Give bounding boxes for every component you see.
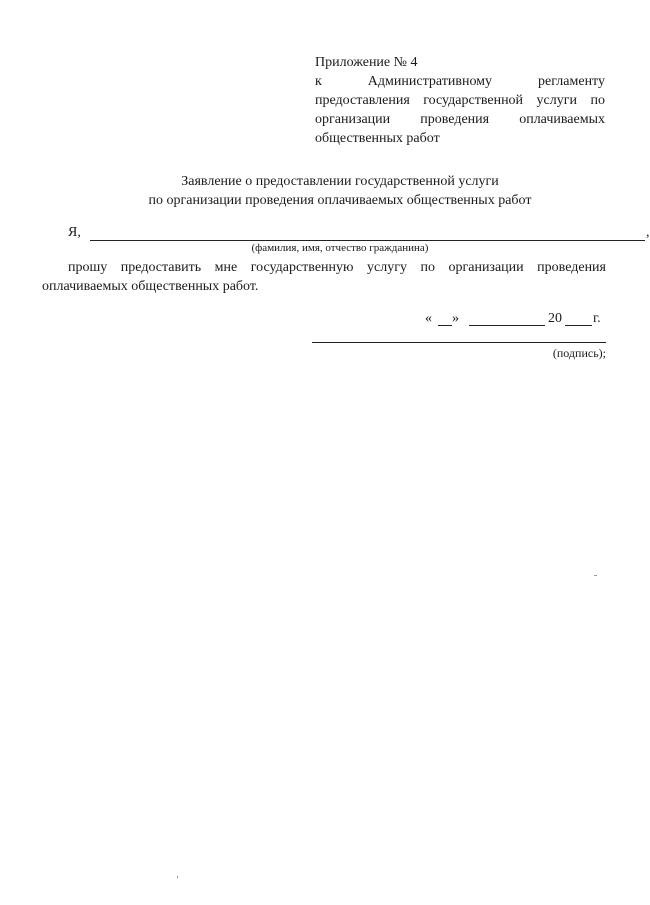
applicant-prefix: Я, (68, 225, 81, 240)
scan-speck (594, 575, 597, 576)
appendix-header (315, 53, 605, 148)
date-open-quote: « (425, 311, 432, 326)
document-title-line-2: по организации проведения оплачиваемых общественных работ (148, 193, 532, 208)
scan-speck (177, 876, 178, 878)
request-line-1: прошу предоставить мне государственную услугу по организации проведения (68, 260, 606, 275)
applicant-name-caption: (фамилия, имя, отчество гражданина) (251, 242, 429, 254)
document-title-line-1: Заявление о предоставлении государственной услуги (181, 174, 499, 189)
request-line-2: оплачиваемых общественных работ. (42, 279, 259, 294)
appendix-line-3: организации проведения оплачиваемых (315, 112, 605, 127)
request-text (42, 258, 606, 296)
appendix-line-4: общественных работ (315, 131, 440, 146)
date-row (425, 311, 610, 331)
date-year-suffix: г. (593, 311, 601, 326)
appendix-line-1: к Административному регламенту (315, 74, 605, 89)
signature-caption: (подпись); (552, 346, 606, 360)
date-month-field[interactable] (469, 325, 545, 326)
appendix-line-2: предоставления государственной услуги по (315, 93, 605, 108)
date-close-quote: » (452, 311, 459, 326)
date-year-prefix: 20 (548, 311, 562, 326)
applicant-suffix: , (646, 225, 650, 240)
document-title (40, 172, 640, 210)
date-day-field[interactable] (438, 325, 452, 326)
date-year-field[interactable] (565, 325, 592, 326)
appendix-title: Приложение № 4 (315, 55, 418, 70)
applicant-name-field[interactable] (90, 240, 645, 241)
signature-field[interactable] (312, 342, 606, 343)
